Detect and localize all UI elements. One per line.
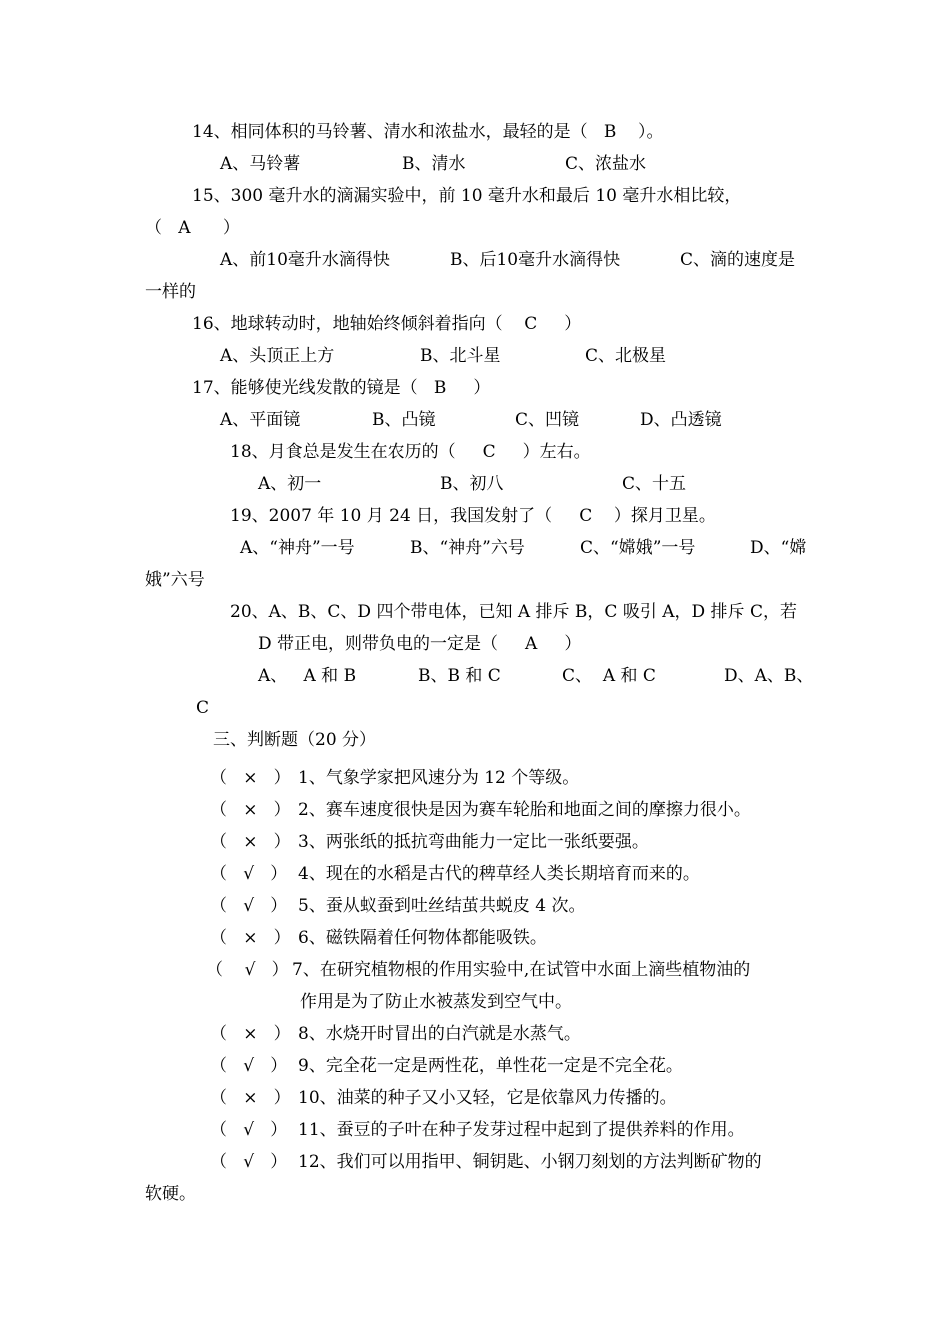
q17-option-c: C、凹镜 — [515, 410, 580, 430]
judgment-text: 6、磁铁隔着任何物体都能吸铁。 — [298, 928, 547, 948]
judgment-text-cont: 软硬。 — [145, 1184, 196, 1204]
judgment-mark: （ √ ） — [206, 960, 289, 980]
q15-option-c: C、滴的速度是 — [680, 250, 796, 270]
q20-option-c: C、 A 和 C — [562, 666, 656, 686]
judgment-text: 9、完全花一定是两性花，单性花一定是不完全花。 — [298, 1056, 683, 1076]
judgment-text: 2、赛车速度很快是因为赛车轮胎和地面之间的摩擦力很小。 — [298, 800, 751, 820]
question-16-stem: 16、地球转动时，地轴始终倾斜着指向（ C ） — [192, 314, 582, 334]
judgment-text: 1、气象学家把风速分为 12 个等级。 — [298, 768, 580, 788]
judgment-text: 10、油菜的种子又小又轻，它是依靠风力传播的。 — [298, 1088, 677, 1108]
q14-option-c: C、浓盐水 — [565, 154, 647, 174]
judgment-mark: （ √ ） — [210, 1120, 288, 1140]
judgment-mark: （ √ ） — [210, 1152, 288, 1172]
q16-option-c: C、北极星 — [585, 346, 667, 366]
q19-option-b: B、“神舟”六号 — [410, 538, 525, 558]
judgment-mark: （ √ ） — [210, 1056, 288, 1076]
q17-option-a: A、平面镜 — [220, 410, 301, 430]
q17-option-b: B、凸镜 — [372, 410, 436, 430]
q14-option-b: B、清水 — [402, 154, 466, 174]
q18-option-c: C、十五 — [622, 474, 687, 494]
question-15-stem-cont: （ A ） — [145, 218, 240, 238]
question-20-stem: 20、A、B、C、D 四个带电体，已知 A 排斥 B，C 吸引 A，D 排斥 C，若 — [230, 602, 797, 622]
q16-option-b: B、北斗星 — [420, 346, 501, 366]
q19-option-d: D、“嫦 — [750, 538, 807, 558]
q14-option-a: A、马铃薯 — [220, 154, 301, 174]
judgment-text: 11、蚕豆的子叶在种子发芽过程中起到了提供养料的作用。 — [298, 1120, 745, 1140]
question-20-stem-cont: D 带正电，则带负电的一定是（ A ） — [258, 634, 582, 654]
q20-option-b: B、B 和 C — [418, 666, 501, 686]
q19-option-c: C、“嫦娥”一号 — [580, 538, 696, 558]
judgment-mark: （ × ） — [210, 800, 291, 820]
judgment-mark: （ × ） — [210, 1088, 291, 1108]
q19-option-d-cont: 娥”六号 — [145, 570, 205, 590]
q18-option-b: B、初八 — [440, 474, 504, 494]
question-18-stem: 18、月食总是发生在农历的（ C ）左右。 — [230, 442, 591, 462]
judgment-text: 5、蚕从蚁蚕到吐丝结茧共蜕皮 4 次。 — [298, 896, 586, 916]
q20-option-d-cont: C — [196, 698, 210, 718]
q19-option-a: A、“神舟”一号 — [240, 538, 355, 558]
q15-option-b: B、后10毫升水滴得快 — [450, 250, 621, 270]
judgment-mark: （ × ） — [210, 832, 291, 852]
q17-option-d: D、凸透镜 — [640, 410, 722, 430]
judgment-text: 7、在研究植物根的作用实验中,在试管中水面上滴些植物油的 — [292, 960, 751, 980]
section-3-title: 三、判断题（20 分） — [213, 730, 377, 750]
q16-option-a: A、头顶正上方 — [220, 346, 335, 366]
q18-option-a: A、初一 — [258, 474, 322, 494]
judgment-text: 3、两张纸的抵抗弯曲能力一定比一张纸要强。 — [298, 832, 649, 852]
judgment-mark: （ × ） — [210, 768, 291, 788]
question-15-stem: 15、300 毫升水的滴漏实验中，前 10 毫升水和最后 10 毫升水相比较， — [192, 186, 742, 206]
judgment-mark: （ √ ） — [210, 896, 288, 916]
judgment-mark: （ × ） — [210, 1024, 291, 1044]
judgment-mark: （ × ） — [210, 928, 291, 948]
q20-option-d: D、A、B、 — [724, 666, 814, 686]
judgment-text-cont: 作用是为了防止水被蒸发到空气中。 — [300, 992, 572, 1012]
judgment-text: 12、我们可以用指甲、铜钥匙、小钢刀刻划的方法判断矿物的 — [298, 1152, 762, 1172]
q15-option-c-cont: 一样的 — [145, 282, 196, 302]
question-19-stem: 19、2007 年 10 月 24 日，我国发射了（ C ）探月卫星。 — [230, 506, 716, 526]
q15-option-a: A、前10毫升水滴得快 — [220, 250, 390, 270]
question-17-stem: 17、能够使光线发散的镜是（ B ） — [192, 378, 491, 398]
judgment-mark: （ √ ） — [210, 864, 288, 884]
judgment-text: 4、现在的水稻是古代的稗草经人类长期培育而来的。 — [298, 864, 700, 884]
judgment-text: 8、水烧开时冒出的白汽就是水蒸气。 — [298, 1024, 581, 1044]
question-14-stem: 14、相同体积的马铃薯、清水和浓盐水，最轻的是（ B ）。 — [192, 122, 664, 142]
q20-option-a: A、 A 和 B — [258, 666, 357, 686]
